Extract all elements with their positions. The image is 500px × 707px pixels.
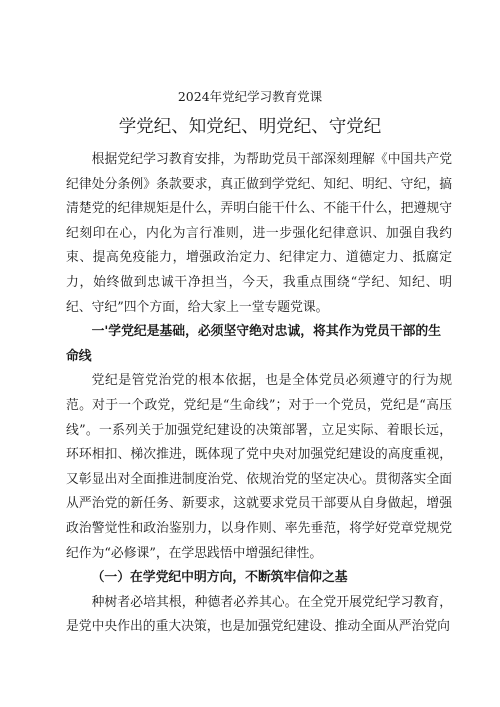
- section-1-paragraph: 党纪是管党治党的根本依据，也是全体党员必须遵守的行为规范。对于一个政党，党纪是“生命线”；对于一个党员，党纪是“高压线”。一系列关于加强党纪建设的决策部署，立足实际、着眼长远，环环相扣、梯次推进，既体现了党中央对加强党纪建设的高度重视，又彰显出对全面推进制度治党、依规治党的坚定决心。贯彻落实全面从严治党的新任务、新要求，这就要求党员干部要从自身做起，增强政治警觉性和政治鉴别力，以身作则、率先垂范，将学好党章党规党纪作为“必修课”，在学思践悟中增强纪律性。: [66, 373, 452, 561]
- document-title: 学党纪、知党纪、明党纪、守党纪: [118, 117, 382, 137]
- document-subtitle: 2024年党纪学习教育党课: [177, 89, 323, 104]
- subsection-1-heading: （一）在学党纪中明方向，不断筑牢信仰之基: [91, 570, 348, 586]
- intro-paragraph: 根据党纪学习教育安排，为帮助党员干部深刻理解《中国共产党纪律处分条例》条款要求，真正做到学党纪、知纪、明纪、守纪，搞清楚党的纪律规矩是什么，弄明白能干什么、不能干什么，把遵规守纪刻印在心，内化为言行准则，进一步强化纪律意识、加强自我约束、提高免疫能力，增强政治定力、纪律定力、道德定力、抵腐定力，始终做到忠诚干净担当，今天，我重点围绕“学纪、知纪、明纪、守纪”四个方面，给大家上一堂专题党课。: [66, 152, 452, 315]
- section-1-heading: 一'学党纪是基础，必须坚守绝对忠诚，将其作为党员干部的生命线: [66, 324, 442, 364]
- subsection-1-paragraph: 种树者必培其根，种德者必养其心。在全党开展党纪学习教育，是党中央作出的重大决策，也是加强党纪建设、推动全面从严治党向: [66, 594, 452, 635]
